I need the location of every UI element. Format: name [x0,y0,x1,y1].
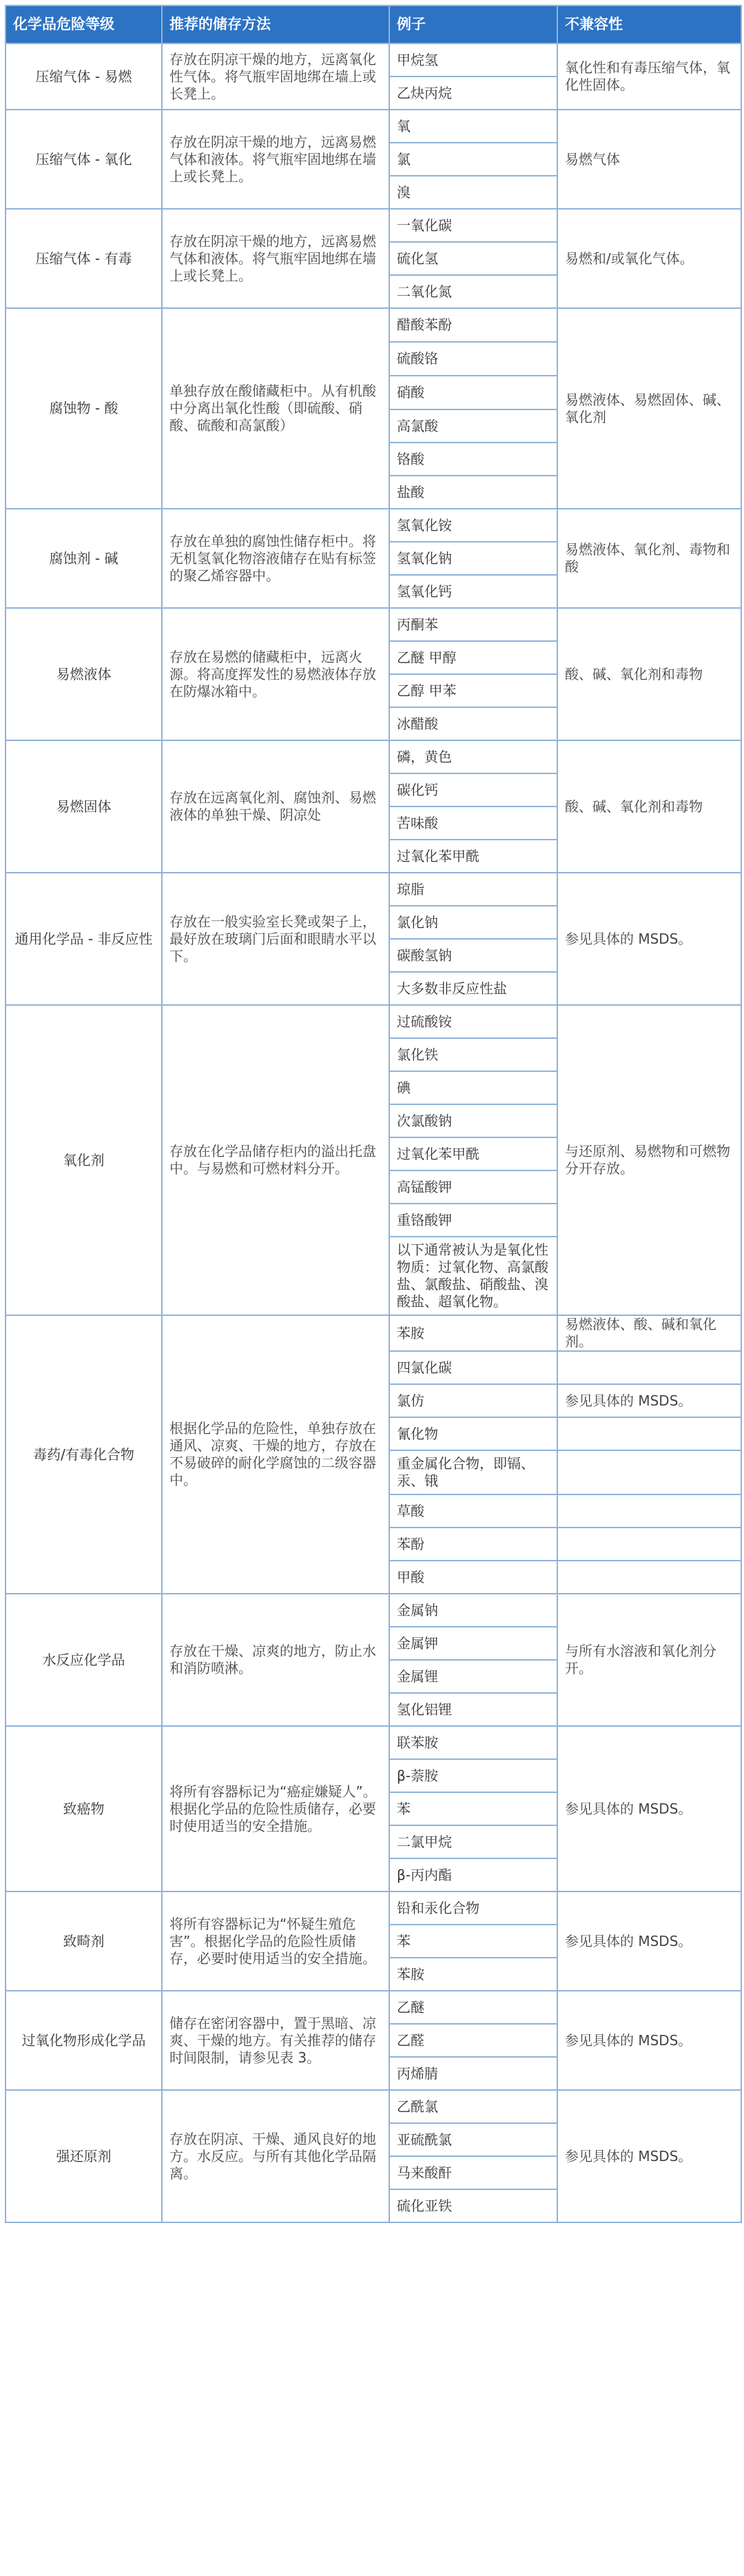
example-chemical-cell: 氯化铁 [389,1038,557,1071]
example-chemical-cell: 碳化钙 [389,773,557,807]
example-chemical-cell: 苯胺 [389,1315,557,1351]
hazard-class-cell: 腐蚀剂 - 碱 [6,509,162,608]
example-chemical-cell: 氯化钠 [389,906,557,939]
example-chemical-cell: 过氧化苯甲酰 [389,1137,557,1170]
storage-method-cell: 将所有容器标记为“癌症嫌疑人”。根据化学品的危险性质储存，必要时使用适当的安全措施。 [162,1726,389,1892]
hazard-class-cell: 通用化学品 - 非反应性 [6,873,162,1005]
incompatibility-cell: 易燃液体、氧化剂、毒物和酸 [557,509,741,608]
storage-method-cell: 存放在阴凉干燥的地方，远离易燃气体和液体。将气瓶牢固地绑在墙上或长凳上。 [162,110,389,209]
header-incompatible: 不兼容性 [557,6,741,43]
header-method: 推荐的储存方法 [162,6,389,43]
chemical-storage-table [5,5,742,2223]
example-chemical-cell: 铅和汞化合物 [389,1892,557,1925]
example-chemical-cell: 乙醇 甲苯 [389,674,557,707]
incompatibility-cell: 参见具体的 MSDS。 [557,1726,741,1892]
storage-method-cell: 存放在单独的腐蚀性储存柜中。将无机氢氧化物溶液储存在贴有标签的聚乙烯容器中。 [162,509,389,608]
example-chemical-cell: 乙醛 [389,2024,557,2057]
example-chemical-cell: 盐酸 [389,476,557,509]
example-chemical-cell: 二氯甲烷 [389,1825,557,1858]
example-chemical-cell: 氢氧化铵 [389,509,557,542]
incompatibility-cell [557,1561,741,1594]
hazard-class-cell: 致癌物 [6,1726,162,1892]
example-chemical-cell: 草酸 [389,1494,557,1528]
table-row [6,608,741,641]
hazard-class-cell: 氧化剂 [6,1005,162,1315]
example-chemical-cell: 苦味酸 [389,807,557,840]
example-chemical-cell: 以下通常被认为是氧化性物质：过氧化物、高氯酸盐、氯酸盐、硝酸盐、溴酸盐、超氧化物。 [389,1237,557,1315]
example-chemical-cell: 高锰酸钾 [389,1170,557,1204]
example-chemical-cell: 硫酸铬 [389,342,557,376]
example-chemical-cell: 硫化亚铁 [389,2189,557,2222]
storage-method-cell: 存放在阴凉干燥的地方，远离易燃气体和液体。将气瓶牢固地绑在墙上或长凳上。 [162,209,389,308]
storage-method-cell: 存放在易燃的储藏柜中，远离火源。将高度挥发性的易燃液体存放在防爆冰箱中。 [162,608,389,740]
example-chemical-cell: 苯胺 [389,1958,557,1991]
hazard-class-cell: 毒药/有毒化合物 [6,1315,162,1594]
example-chemical-cell: 碳酸氢钠 [389,939,557,972]
hazard-class-cell: 压缩气体 - 氧化 [6,110,162,209]
example-chemical-cell: 次氯酸钠 [389,1104,557,1137]
table-row [6,740,741,773]
header-examples: 例子 [389,6,557,43]
table-row [6,1892,741,1925]
table-row [6,509,741,542]
example-chemical-cell: 氢氧化钙 [389,575,557,608]
example-chemical-cell: 苯酚 [389,1528,557,1561]
storage-method-cell: 单独存放在酸储藏柜中。从有机酸中分离出氧化性酸（即硫酸、硝酸、硫酸和高氯酸） [162,308,389,509]
example-chemical-cell: 四氯化碳 [389,1351,557,1384]
incompatibility-cell [557,1450,741,1494]
example-chemical-cell: 甲烷氢 [389,43,557,77]
incompatibility-cell [557,1528,741,1561]
example-chemical-cell: 醋酸苯酚 [389,308,557,342]
example-chemical-cell: 大多数非反应性盐 [389,972,557,1005]
incompatibility-cell: 酸、碱、氧化剂和毒物 [557,608,741,740]
incompatibility-cell: 参见具体的 MSDS。 [557,1991,741,2090]
example-chemical-cell: 氯仿 [389,1384,557,1417]
example-chemical-cell: 铬酸 [389,443,557,476]
example-chemical-cell: 硫化氢 [389,242,557,275]
table-row [6,1005,741,1038]
storage-method-cell: 存放在阴凉、干燥、通风良好的地方。水反应。与所有其他化学品隔离。 [162,2090,389,2222]
example-chemical-cell: 碘 [389,1071,557,1104]
storage-method-cell: 存放在一般实验室长凳或架子上，最好放在玻璃门后面和眼睛水平以下。 [162,873,389,1005]
hazard-class-cell: 压缩气体 - 易燃 [6,43,162,110]
table-row [6,1991,741,2024]
hazard-class-cell: 腐蚀物 - 酸 [6,308,162,509]
incompatibility-cell [557,1494,741,1528]
table-row [6,209,741,242]
example-chemical-cell: 硝酸 [389,376,557,409]
hazard-class-cell: 易燃液体 [6,608,162,740]
example-chemical-cell: 乙醚 甲醇 [389,641,557,674]
incompatibility-cell: 与还原剂、易燃物和可燃物分开存放。 [557,1005,741,1315]
incompatibility-cell [557,1351,741,1384]
header-category: 化学品危险等级 [6,6,162,43]
incompatibility-cell: 参见具体的 MSDS。 [557,1892,741,1991]
example-chemical-cell: 金属钠 [389,1594,557,1627]
example-chemical-cell: 丙酮苯 [389,608,557,641]
table-row [6,2090,741,2123]
example-chemical-cell: 氯 [389,143,557,176]
incompatibility-cell: 参见具体的 MSDS。 [557,873,741,1005]
table-row [6,43,741,77]
example-chemical-cell: 二氧化氮 [389,275,557,308]
incompatibility-cell: 参见具体的 MSDS。 [557,2090,741,2222]
table-row [6,110,741,143]
storage-method-cell: 存放在阴凉干燥的地方，远离氧化性气体。将气瓶牢固地绑在墙上或长凳上。 [162,43,389,110]
example-chemical-cell: 金属钾 [389,1627,557,1660]
storage-method-cell: 储存在密闭容器中，置于黑暗、凉爽、干燥的地方。有关推荐的储存时间限制，请参见表 3。 [162,1991,389,2090]
example-chemical-cell: 一氧化碳 [389,209,557,242]
example-chemical-cell: 乙醚 [389,1991,557,2024]
example-chemical-cell: 氰化物 [389,1417,557,1450]
storage-method-cell: 存放在干燥、凉爽的地方，防止水和消防喷淋。 [162,1594,389,1726]
example-chemical-cell: 高氯酸 [389,409,557,443]
hazard-class-cell: 强还原剂 [6,2090,162,2222]
table-row [6,1594,741,1627]
example-chemical-cell: 丙烯腈 [389,2057,557,2090]
hazard-class-cell: 过氧化物形成化学品 [6,1991,162,2090]
example-chemical-cell: 乙酰氯 [389,2090,557,2123]
example-chemical-cell: 溴 [389,176,557,209]
incompatibility-cell: 参见具体的 MSDS。 [557,1384,741,1417]
storage-method-cell: 存放在化学品储存柜内的溢出托盘中。与易燃和可燃材料分开。 [162,1005,389,1315]
table-row [6,1726,741,1759]
example-chemical-cell: 亚硫酰氯 [389,2123,557,2156]
storage-method-cell: 存放在远离氧化剂、腐蚀剂、易燃液体的单独干燥、阴凉处 [162,740,389,873]
example-chemical-cell: 苯 [389,1925,557,1958]
example-chemical-cell: 氧 [389,110,557,143]
incompatibility-cell [557,1417,741,1450]
example-chemical-cell: 重铬酸钾 [389,1204,557,1237]
example-chemical-cell: 磷，黄色 [389,740,557,773]
hazard-class-cell: 致畸剂 [6,1892,162,1991]
incompatibility-cell: 酸、碱、氧化剂和毒物 [557,740,741,873]
example-chemical-cell: 马来酸酐 [389,2156,557,2189]
table-row [6,1315,741,1351]
example-chemical-cell: 苯 [389,1792,557,1825]
example-chemical-cell: 琼脂 [389,873,557,906]
example-chemical-cell: 氢氧化钠 [389,542,557,575]
incompatibility-cell: 氧化性和有毒压缩气体，氧化性固体。 [557,43,741,110]
example-chemical-cell: 过硫酸铵 [389,1005,557,1038]
example-chemical-cell: β-萘胺 [389,1759,557,1792]
storage-method-cell: 根据化学品的危险性，单独存放在通风、凉爽、干燥的地方，存放在不易破碎的耐化学腐蚀的二级容器中。 [162,1315,389,1594]
example-chemical-cell: 重金属化合物，即镉、汞、锇 [389,1450,557,1494]
table-body [6,43,741,2222]
example-chemical-cell: 金属锂 [389,1660,557,1693]
example-chemical-cell: 乙炔丙烷 [389,77,557,110]
hazard-class-cell: 水反应化学品 [6,1594,162,1726]
example-chemical-cell: 氢化铝锂 [389,1693,557,1726]
incompatibility-cell: 易燃液体、酸、碱和氧化剂。 [557,1315,741,1351]
example-chemical-cell: β-丙内酯 [389,1858,557,1892]
table-row [6,308,741,342]
table-header-row [6,6,741,43]
incompatibility-cell: 与所有水溶液和氧化剂分开。 [557,1594,741,1726]
example-chemical-cell: 联苯胺 [389,1726,557,1759]
incompatibility-cell: 易燃液体、易燃固体、碱、氧化剂 [557,308,741,509]
example-chemical-cell: 过氧化苯甲酰 [389,840,557,873]
example-chemical-cell: 冰醋酸 [389,707,557,740]
incompatibility-cell: 易燃气体 [557,110,741,209]
hazard-class-cell: 压缩气体 - 有毒 [6,209,162,308]
incompatibility-cell: 易燃和/或氧化气体。 [557,209,741,308]
storage-method-cell: 将所有容器标记为“怀疑生殖危害”。根据化学品的危险性质储存，必要时使用适当的安全措施。 [162,1892,389,1991]
example-chemical-cell: 甲酸 [389,1561,557,1594]
table-row [6,873,741,906]
hazard-class-cell: 易燃固体 [6,740,162,873]
